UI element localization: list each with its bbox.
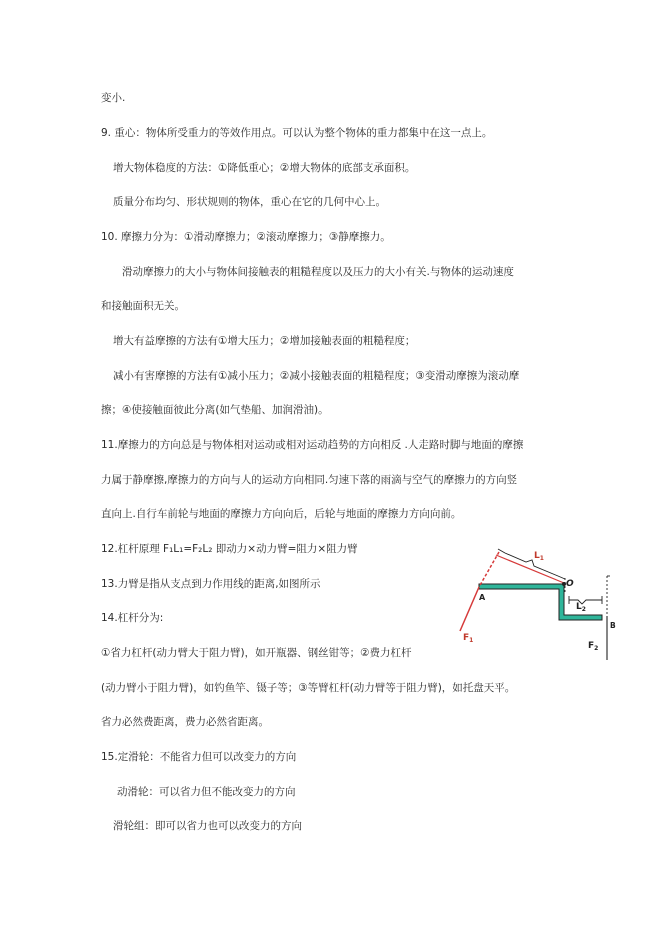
text-line: (动力臂小于阻力臂)，如钓鱼竿、镊子等；③等臂杠杆(动力臂等于阻力臂)，如托盘天平。 xyxy=(101,682,516,694)
lever-diagram xyxy=(448,540,638,662)
label-l1: $L_1$ xyxy=(534,551,544,562)
text-line: 省力必然费距离，费力必然省距离。 xyxy=(101,716,269,728)
text-line: 滑轮组：即可以省力也可以改变力的方向 xyxy=(113,820,302,832)
text-line: 动滑轮：可以省力但不能改变力的方向 xyxy=(117,786,296,798)
text-line: 15.定滑轮：不能省力但可以改变力的方向 xyxy=(101,751,297,763)
text-line: 擦；④使接触面彼此分离(如气垫船、加润滑油)。 xyxy=(101,404,329,416)
text-line: 滑动摩擦力的大小与物体间接触表的粗糙程度以及压力的大小有关.与物体的运动速度 xyxy=(122,266,514,278)
force-f1-line xyxy=(460,587,479,631)
text-line: 变小. xyxy=(101,92,126,104)
text-line: 减小有害摩擦的方法有①减小压力；②减小接触表面的粗糙程度；③变滑动摩擦为滚动摩 xyxy=(113,370,520,382)
label-a: A xyxy=(479,593,486,602)
text-line: 14.杠杆分为: xyxy=(101,612,164,624)
lever-figure-svg xyxy=(448,540,638,662)
label-l2: $L_2$ xyxy=(576,602,586,613)
label-f2: $F_2$ xyxy=(588,641,599,652)
text-line: 增大有益摩擦的方法有①增大压力；②增加接触表面的粗糙程度； xyxy=(113,335,416,347)
text-line: 直向上.自行车前轮与地面的摩擦力方向向后，后轮与地面的摩擦力方向向前。 xyxy=(101,508,462,520)
text-line: 12.杠杆原理 F₁L₁=F₂L₂ 即动力×动力臂=阻力×阻力臂 xyxy=(101,543,358,555)
text-line: 9. 重心：物体所受重力的等效作用点。可以认为整个物体的重力都集中在这一点上。 xyxy=(101,127,493,139)
text-line: 11.摩擦力的方向总是与物体相对运动或相对运动趋势的方向相反 .人走路时脚与地面的摩擦 xyxy=(101,439,524,451)
text-line: 力属于静摩擦,摩擦力的方向与人的运动方向相同.匀速下落的雨滴与空气的摩擦力的方向竖 xyxy=(101,474,518,486)
label-f1: $F_1$ xyxy=(463,633,474,644)
label-o: O xyxy=(566,579,574,589)
text-line: 增大物体稳度的方法：①降低重心；②增大物体的底部支承面积。 xyxy=(113,162,416,174)
text-line: ①省力杠杆(动力臂大于阻力臂)，如开瓶器、钢丝钳等；②费力杠杆 xyxy=(101,647,412,659)
l2-bracket xyxy=(569,596,602,604)
text-line: 质量分布均匀、形状规则的物体，重心在它的几何中心上。 xyxy=(113,196,386,208)
l1-bracket xyxy=(498,549,565,579)
label-b: B xyxy=(610,621,616,630)
moment-arm-l1-line xyxy=(496,555,564,583)
text-line: 和接触面积无关。 xyxy=(101,300,185,312)
force-f1-extension xyxy=(479,552,499,587)
text-line: 13.力臂是指从支点到力作用线的距离,如图所示 xyxy=(101,578,321,590)
text-line: 10. 摩擦力分为：①滑动摩擦力；②滚动摩擦力；③静摩擦力。 xyxy=(101,231,391,243)
